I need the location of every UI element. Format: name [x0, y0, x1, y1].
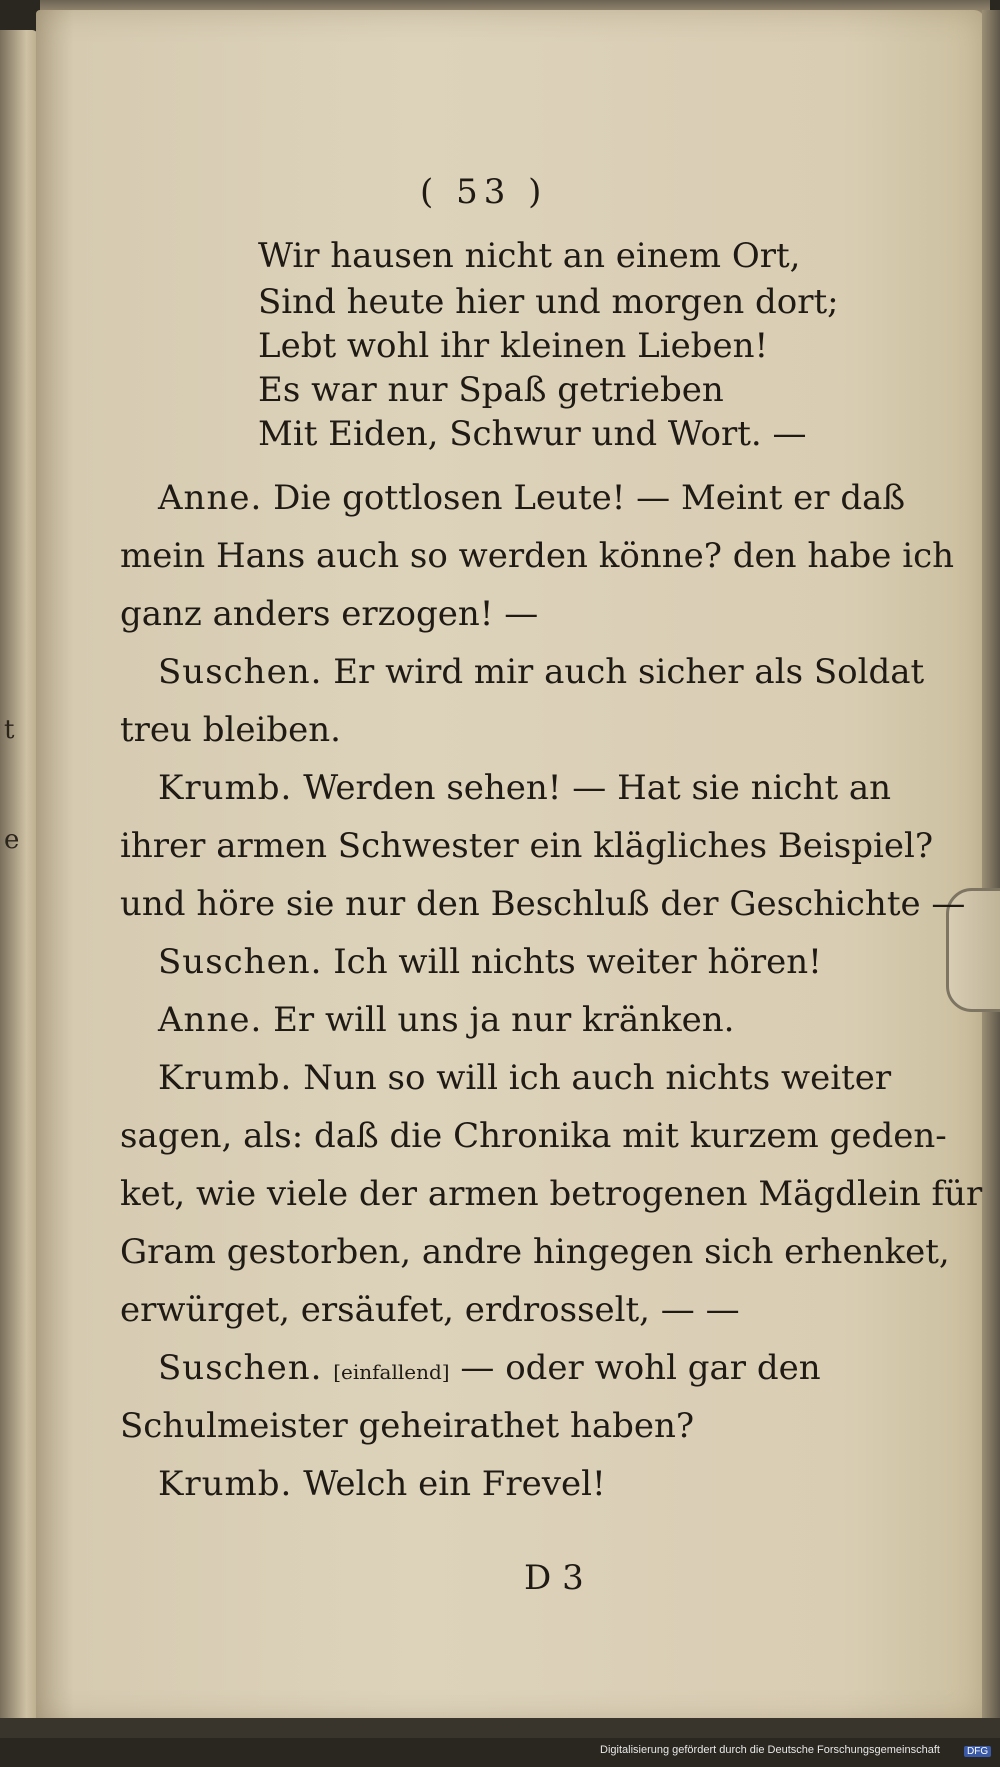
- page-bottom-edge: [0, 1718, 1000, 1738]
- dialogue-text: — oder wohl gar den: [460, 1348, 821, 1388]
- stage-direction: [einfallend]: [333, 1360, 450, 1384]
- speaker-name: Suschen.: [158, 942, 323, 982]
- dialogue-line: [158, 652, 924, 692]
- verse-line: Es war nur Spaß getrieben: [258, 370, 724, 410]
- page-number: ( 53 ): [420, 172, 548, 212]
- speaker-name: Krumb.: [158, 768, 293, 808]
- right-page-edge: [982, 10, 1000, 1722]
- dialogue-line: treu bleiben.: [120, 710, 341, 750]
- dialogue-text: Welch ein Frevel!: [303, 1464, 606, 1504]
- signature-mark: D 3: [524, 1558, 584, 1598]
- dialogue-line: [158, 1058, 891, 1098]
- dialogue-text: Nun so will ich auch nichts weiter: [303, 1058, 892, 1098]
- dialogue-line: ihrer armen Schwester ein klägliches Beispiel?: [120, 826, 934, 866]
- dialogue-line: und höre sie nur den Beschluß der Geschichte —: [120, 884, 966, 924]
- dialogue-text: Die gottlosen Leute! — Meint er daß: [273, 478, 906, 518]
- speaker-name: Krumb.: [158, 1058, 293, 1098]
- speaker-name: Suschen.: [158, 1348, 323, 1388]
- dialogue-line: [158, 942, 822, 982]
- speaker-name: Krumb.: [158, 1464, 293, 1504]
- dialogue-text: Er will uns ja nur kränken.: [273, 1000, 735, 1040]
- verse-line: Sind heute hier und morgen dort;: [258, 282, 839, 322]
- dialogue-text: Er wird mir auch sicher als Soldat: [333, 652, 925, 692]
- dialogue-line: [158, 1464, 606, 1504]
- dialogue-line: ket, wie viele der armen betrogenen Mägdlein für: [120, 1174, 983, 1214]
- dialogue-line: [158, 768, 891, 808]
- dialogue-line: ganz anders erzogen! —: [120, 594, 539, 634]
- speaker-name: Anne.: [158, 478, 263, 518]
- dialogue-line: [158, 1348, 821, 1388]
- left-page-fragment: e: [4, 825, 20, 855]
- dialogue-line: [158, 478, 905, 518]
- dialogue-text: Ich will nichts weiter hören!: [333, 942, 822, 982]
- speaker-name: Anne.: [158, 1000, 263, 1040]
- dialogue-line: Schulmeister geheirathet haben?: [120, 1406, 695, 1446]
- verse-line: Mit Eiden, Schwur und Wort. —: [258, 414, 807, 454]
- verse-line: Lebt wohl ihr kleinen Lieben!: [258, 326, 769, 366]
- dialogue-line: mein Hans auch so werden könne? den habe ich: [120, 536, 955, 576]
- left-page-fragment: t: [4, 715, 15, 745]
- dialogue-text: Werden sehen! — Hat sie nicht an: [303, 768, 892, 808]
- left-page-edge: [0, 30, 38, 1730]
- speaker-name: Suschen.: [158, 652, 323, 692]
- dialogue-line: Gram gestorben, andre hingegen sich erhenket,: [120, 1232, 950, 1272]
- dfg-logo: DFG: [964, 1746, 991, 1757]
- dialogue-line: erwürget, ersäufet, erdrosselt, — —: [120, 1290, 740, 1330]
- digitization-credit: Digitalisierung gefördert durch die Deutsche Forschungsgemeinschaft: [600, 1744, 940, 1756]
- verse-line: Wir hausen nicht an einem Ort,: [258, 236, 801, 276]
- dialogue-line: sagen, als: daß die Chronika mit kurzem geden-: [120, 1116, 947, 1156]
- dialogue-line: [158, 1000, 734, 1040]
